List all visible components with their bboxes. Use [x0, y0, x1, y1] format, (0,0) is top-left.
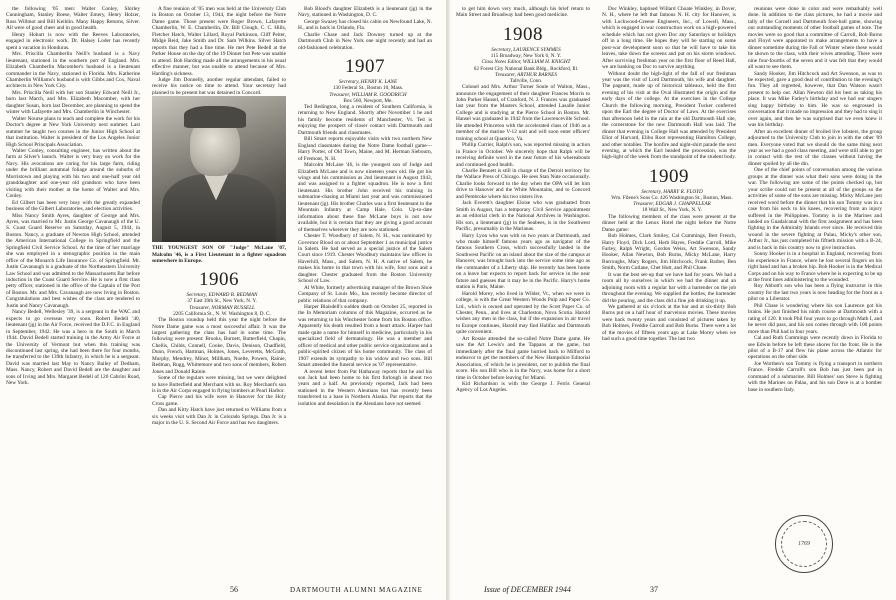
treasurer-line: Treasurer, EDGAR J. CHAPPELEAR [633, 201, 711, 208]
left-page [0, 0, 446, 600]
paragraph: Al White, formerly advertising manager of the Brown Shoe Company of St. Louis Mo., has recently become director of public relations of that company. [298, 284, 432, 304]
paragraph: reunions were done in color and were remarkably well done. In addition to the class pictures, he had a movie and tally of the Cornell and Dartmouth foot-ball game, showing our outstanding moments of other football games of note. The movies were so good that a committee of Carroll, Bob Burns and Floyd were appointed to make arrangements to have a dinner sometime during the Fall or Winter where these would be shown to the class, with their wives attending. There were nine four-fourths of the seven and it was felt that they would all want to see them. [748, 6, 882, 71]
treasurer-line: Treasurer, NORMAN RUSSELL [189, 304, 255, 311]
right-column-3 [748, 6, 882, 511]
treasurer-address: 2205 California St., N. W. Washington 8, D. C. [173, 310, 271, 317]
paragraph: Henry Hobart is now with the Reeves Laboratories, engaged in electronic work. Dr. Halsey Loder has recently spent a vacation in Honduras. [6, 31, 140, 51]
page-number: 37 [650, 585, 658, 594]
paragraph: A recent letter from Pat Hathaway reports that he and his son Jack had been home to his first furlough in about two years and a half. As previously reported, Jack had been stationed in the Western Aleutians but has recently been transferred to a base in Northern Alaska. Pat reports that the isolation and desolation in the Aleutians have not seemed [298, 368, 432, 407]
treasurer-line: Treasurer, WILLIAM R. GOODRICH [329, 91, 407, 98]
paragraph: Walter Nourse plans to teach and complete the work for his Doctor's degree at New York University next summer. Last summer he taught two courses in the Junior High School at that institution. Walter is president of the Los Angeles Junior High School Principals Association. [6, 115, 140, 148]
paragraph: Malcolm McLane '46, is the youngest son of Judge and Elizabeth McLane and is now nineteen years old. He got his wings and his commission as 2nd lieutenant in August 1943, and was assigned to a fighter squadron. He is now a first lieutenant. His brother John received his training in submarine-chasing at Miami last year and was commissioned lieutenant (jg). His brother Charles was a first lieutenant in the Mountain Infantry at Camp Hale, Colo. Up-to-date information about these fine McLane boys is not now available, but it is certain that they are giving a good account of themselves wherever they are now stationed. [298, 162, 432, 233]
paragraph: Joe Worthen's son Tommy is flying a transport in northern France. Freddie Carroll's son Bob has just been put in command of a submarine. Bill Holmes' son Steve is fighting with the Marines on Palau, and his son Dave is at a bomber base in southern Italy. [748, 360, 882, 393]
paragraph: Phillip Currier, Ralph's son, was reported missing in action in France in October. We sincerely hope that Ralph will be receiving definite word in the near future of his whereabouts and continued good health. [456, 142, 590, 168]
college-seal [775, 515, 833, 573]
paragraph: Bob Holmes, Clark Smiley, Cal Cummings, Bert French, Harry Floyd, Dick Lord, Herb Hayes, Freddie Carroll, Mike Farley, Ralph Wright, Gordon Weiss, Art Swenson, Sandy Hooker, Allan Newton, Bob Burns, Micky McLane, Harry Burroughs, Mary Rogers, Jim Hitchcock, Frank Barber, Ben Smith, Norm Cutlane, Chet Hutt, and Phil Chase. [602, 233, 736, 272]
treasurer-line: Treasurer, ARTHUR BARNES [495, 71, 557, 78]
paragraph: Harry Lyon who was with us two years at Dartmouth, and who made himself famous years ago as navigator of the famous Southern Cross, which successfully landed in the Southwest Pacific on an island about the size of the campus at Hanover, was brought back into the service some time ago as the commander of a Liberty ship. He recently has been home on a leave but expects to report back for service in the near future and guesses that it may be in the Pacific. Harry's home station is Paris, Maine. [456, 232, 590, 291]
treasurer-address: 18 Wall St., New York, N. Y. [642, 207, 702, 214]
paragraph: Harper Blaisdell's sudden death on October 25, reported in the In Memoriam columns of this Magazine, occurred as he was returning to his Winchester home from his Boston office. Apparently his death resulted from a heart attack. Harper had made quite a name for himself in medicine, particularly in his specialized field of dermatology. He was a member and officer of medical and other public service organizations and a public-spirited citizen of his home community. The class of 1907 extends its sympathy to his widow and two sons. Bill Smart attended the funeral service as '07 representative. [298, 304, 432, 369]
right-column-2 [602, 6, 736, 343]
class-year-heading: 1908 [503, 23, 543, 45]
paragraph: Judge Jim Donnelly, another regular attendant, failed to receive his notice on time to attend. Your secretary had planned to be present but was detained in Concord. [152, 76, 286, 96]
photo-caption: THE YOUNGEST SON OF "Judge" McLane '07, Malcolm '46, is a First Lieutenant in a fighter squadron somewhere in Europe. [152, 245, 286, 264]
paragraph: Bill Smart reports enjoyable visits with two northern New England classmates during the Notre Dame football game—Harry Porter, of Old Town, Maine, and M. Herman Siebourn, of Fremont, N. H. [298, 136, 432, 162]
paragraph: Bob Blood's daughter Elizabeth is a lieutenant (jg) in the Navy, stationed in Washington, D. C. [298, 6, 432, 19]
paragraph: Sonny Hooker is in a hospital in England, recovering from his experience in France, where he lost several fingers on his right hand and has a broken hip. Bob Hooker is in the Medical Corps and on his way to France where he is expecting to be up at the front lines administering to the wounded. [748, 251, 882, 284]
paragraph: One of the chief points of conversation among the various groups at the dinner was what their sons were doing in the war. The following are some of the points checked up, but your scribe could not be present at all of the groups so the activities of some of the sons are missing. Micky McLane just received word before the dinner that his son Tommy was in a case from his neck to his knees, recovering from an injury suffered in the Philippines. Tommy is in the Marines and landed on Guadalcanal with the first assignment and has been fighting in the Admiralty Islands ever since. He received this wound in the severe fighting at Palau, Micky's other son, Arthur Jr., has just completed his fiftieth mission with a B-24, and is back in this country now to give instruction. [748, 167, 882, 251]
paragraph: George Swazey has closed his cabin on Newfound Lake, N. H., and is back in Orlando, Fla. [298, 18, 432, 32]
secretary-line: Secretary, HENRY K. LANE [338, 79, 398, 86]
class-year-heading: 1909 [649, 165, 689, 187]
secretary-address: 115 Broadway, New York 6, N. Y. [490, 53, 562, 60]
paragraph: Chester T. Woodbury of Salem, N. H., was nominated by Governor Blood on or about September 1 as municipal justice in Salem. He had served as a special justice of the Salem Court since 1919. Chester Woodbury maintains law offices in Haverhill, Mass., and Salem, N. H. A native of Salem, he makes his home in that town with his wife, four sons and a daughter. Chester graduated from the Boston University School of Law. [298, 233, 432, 285]
class-year-heading: 1906 [199, 269, 239, 291]
magazine-title: DARTMOUTH ALUMNI MAGAZINE [290, 586, 423, 594]
paragraph: Kid Richardson is with the George J. Ferris General Agency of Los Angeles. [456, 380, 590, 394]
right-page [450, 0, 896, 600]
paragraph: The following members of the class were present at the dinner held at the Lenox Hotel the night before the Notre Dame game: [602, 213, 736, 233]
secretary-address: 130 Federal St., Boston 10, Mass. [332, 85, 404, 92]
secretary-address: Wm. Filene's Sons Co. 426 Washington St., Boston, Mass. [611, 195, 733, 202]
paragraph: Charlie Chase and Jack Downey turned up at the Dartmouth Club in New York one night recently and had an old-fashioned celebration. [298, 31, 432, 51]
treasurer-address: Tallville, Conn. [509, 77, 543, 84]
paragraph: Phil Chase is wondering where his son Laurence got his brains. He just finished his ninth course at Dartmouth with a rating of 120. It took Phil four years to go through Math I, and he never did pass, and his son comes through with 100 points more than Phil had in four years. [748, 302, 882, 335]
paragraph: Ed Gilbert has been very busy with the greatly expanded business of the Gilbert Laboratories, and election activities. [6, 199, 140, 213]
paragraph: Walter Conley, consulting engineer, has written about the farm at Silver's launch. Walter is very busy on work for the Navy. His avocations are caring for his large farm, riding under the brilliant autumnal foliage around the suburbs of Morristown and playing with his two and one-half year old granddaughter and one-year old grandson who have been visiting with their mother at the home of Walter and Mrs. Conley. [6, 147, 140, 200]
left-column-1 [6, 6, 140, 387]
paragraph: Ted Redington, long a resident of Southern California, is returning to New England. Shortly after November 1 he and his family become residents of Manchester, Vt. Ted is enjoying the prospect of closer contact with Dartmouth and Dartmouth friends and classmates. [298, 103, 432, 136]
paragraph: Mrs. Priscilla Chamberlin Neill's husband is a Navy lieutenant, stationed in the southern port of England. Mrs. Elizabeth Chamberlin Macomber's husband is a lieutenant commander in the Navy, stationed in Florida. Mrs. Katherine Chamberlin Williams's husband is with Gibbs and Cox, Naval architects in New York City. [6, 51, 140, 90]
paragraph: Harold Morey, who lived in Wilder, Vt., when we were in college, is with the Great Western Woods Pulp and Paper Co. Ltd., which is owned and operated by the Scott Paper Co. of Chester, Penn., and lives at Charleston, Nova Scotia. Harold wishes any men in the class, but if the expansion in air travel to Europe continues, Harold may find Halifax and Dartmouth quite convenient. [456, 290, 590, 336]
paragraph: The Boston roundup held this year the night before the Notre Dame game was a most successful affair. It was the largest gathering the class has had in some time. The following were present: Brooks, Burnett, Butterfield, Chapin, Chellis, Childs, Connell, Cooke, Davis, Denison, Chadfield, Dunn, French, Hartman, Holmes, Jones, Leveretts, McGrath, Murphy, Mendrey, Minot, Millham, Noelte, Powers, Rainie, Redman, Rugg, Whittemore and two sons of members, Robert Jones and Donald Rainie. [152, 317, 286, 375]
paragraph: Nancy Bedell, Wellesley '39, is a sergeant in the WAC and expects to go overseas very soon. Robert Bedell '40, lieutenant (jg) in the Air Force, received the D.F.C. in England in September, 1942. He was a hero in the South in March 1944. David Bedell started training in the Army Air Force at the University of Vermont but when this training was discontinued last spring, she had been there for four months, he transferred to the 139th Infantry, in which he is a sergeant. David was married last May to Nancy Bailey of Dedham, Mass. Nancy, Robert and David Bedell are the daughter and sons of Irving and Mrs. Margaret Bedell of 120 Cabrini Road, New York. [6, 309, 140, 387]
paragraph: Some of the regulars were missing, but we were delighted to have Butterfield and Merchant with us. Roy Merchant's son is in the Air Corps engaged in flying bombers at Pearl Harbor. [152, 375, 286, 395]
paragraph: Roy Abbott's son who has been a flying instructor in this country for the last two years is now heading for the front as a pilot on a Liberator. [748, 283, 882, 303]
paragraph: Jack Everett's daughter Eloise who was graduated from Smith in August, has a temporary Civil Service appointment as an editorial clerk in the National Archives in Washington. His son, a lieutenant (jg) in the Seabees, is in the Southwest Pacific, presumably in the Marianas. [456, 200, 590, 233]
secretary-line: Secretary, EDWARD B. REDMAN [186, 292, 258, 299]
treasurer-address: Box 560, Newport, Me. [343, 97, 393, 104]
paragraph: Miss Nancy Smith Ayres, daughter of George and Mrs. Ayres, was married to Mr. Justin George Cavanaugh of the U. S. Coast Guard Reserve on Saturday, August 5, 1944, in Boston. Nancy, a graduate of Newton High School, attended the American International College in Springfield and the Springfield Civil Service School. At the time of her marriage she was employed in a stenographic position in the main office of the Monarch Life Insurance Co. of Springfield. Mr. Justin Cavanaugh is a graduate of the Northeastern University Law School and was admitted to the Massachusetts Bar before induction in the Coast Guard Service. He is now a first class petty officer, stationed in the office of the Captain of the Port of Boston. Mr. and Mrs. Cavanaugh are now living in Boston. Congratulations and best wishes of the class are tendered to Justin and Nancy Cavanaugh. [6, 212, 140, 309]
secretary-line: Secretary, LAURENCE SYMMES [491, 46, 561, 53]
class-notes-editor-line: Class Notes Editor, WILLIAM H. KNIGHT [481, 59, 571, 66]
issue-label: Issue of DECEMBER 1944 [484, 585, 571, 594]
paragraph: After an excellent dinner of broiled live lobsters, the group adjourned to the University Club to join in with the other '09 men. Everyone voted that we should do the same thing next year as we had a good class meeting, and were still able to get in contact with the rest of the classes without having the dinner spoiled by all the din. [748, 128, 882, 167]
paragraph: Art Rossie attended the so-called Notre Dame game. He saw the Art Lewis's and the Tappans at the game, but immediately after the final game hurried back to Milford to endeavor to get the members of the New Hampshire Editorial Association, of which he is president, not to publish the final score. His son Bill who is in the Navy, was home for a short time in October before leaving for Miami. [456, 335, 590, 381]
secretary-address: 37 East 39th St., New York, N. Y. [187, 298, 257, 305]
class-notes-editor-address: 62 Forest City National Bank Bldg., Rockford, Ill. [473, 65, 579, 72]
seal-inner: 1769 [781, 521, 827, 567]
paragraph: Charlie Bennett is still in charge of the Detroit territory for the Wallace Press of Chicago. He sees Stan Nute occasionally. Charlie looks forward to the day when the OPA will let him drive to Hanover and the White Mountains, and to Concord and Pembroke where his two sisters live. [456, 168, 590, 200]
class-year-heading: 1907 [345, 56, 385, 78]
left-column-2 [152, 6, 286, 427]
paragraph: A fine reunion of '05 men was held at the University Club in Boston on October 13, 1944, the night before the Notre Dame game. Those present were Roger Brown, Lafayette Chamberlin, W. E. Chamberlin, Dr. Bill Clough, C. C. Hills, Fletcher Hatch, Walter Lillard, Royal Parkinson, Cliff Peiter, Midge Reid, Jake Smith and Dr. Sam Wilkins. Silver Hatch reports that they had a fine time. He met Pete Bedell at the Parker House on the day of the 19 Dinner but Pete was unable to attend. Bob Harding made all the arrangements in his usual effective manner, but was unable to attend because of Mrs. Harding's sickness. [152, 6, 286, 77]
paragraph: Colonel and Mrs. Arthur Turner Soule of Walton, Mass., announce the engagement of their daughter Frances Morris to John Parker Hansel, of Cranford, N. J. Frances was graduated last year from the Masters School, attended Lasalle Junior College and is studying at the Pierce School in Boston. Mr. Hansel was graduated in 1942 from the Lawrenceville School. He attended Princeton with the accelerated class of 1946 as a member of the marine V-12 unit and will soon enter officers' training school at Quantico, Va. [456, 84, 590, 142]
paragraph: Cap Pierce and his wife were in Hanover for the Holy Cross game. [152, 394, 286, 407]
paragraph: Doc Winkley, baptised Willard Choate Winkley, in Dover, N. H., where he left that famous N. H. city for Hanover, is with Lockwood-Greene Engineers, Inc., of Lowell, Mass., which is engaged in war construction work on a high-powered schedule which has not given Doc any Saturdays or holidays off in a long time. He hopes they will be starting on some post-war development soon so that he will have to take his leaves, take down the screens and put on his storm windows. After surviving freshman year on the first floor of Reed Hall, we are banking on Doc to survive anything. [602, 6, 736, 71]
paragraph: It was the best set-up that we have had for years. We had a room all by ourselves in which we had the dinner and an adjoining room with a regular bar with a bartender on the job throughout the evening. We supplied the bottles, the bartender did the pouring, and the class did a fine job drinking it up. [602, 271, 736, 304]
paragraph: to get him down very much, although his brief return to Main Street and Broadway had been good medicine. [456, 6, 590, 19]
page-number: 56 [230, 585, 238, 594]
paragraph: We gathered at six o'clock at the bar and at six-thirty Bob Burns put on a half hour of marvelous movies. These movies were back twenty years and consisted of pictures taken by Bob Holmes, Freddie Carroll and Bob Burns. There were a lot of the movies of fifteen years ago at Lake Morey when we had such a good time together. The last two [602, 304, 736, 343]
right-column-1 [456, 6, 590, 394]
secretary-line: Secretary, HARRY R. FLOYD [641, 188, 703, 195]
paragraph: Sandy Hooker, Jim Hitchcock and Art Swenson, as was to be expected, gave a good deal of contribution to the evening's fun. They all regretted, however, that Dan Watson wasn't present to help out. Allan Newton did his best as taking his place. It was Mike Farley's birthday and we had our singers sing happy birthday to him. He was so engrossed in conversation that it made no impression and they had to sing it over again, and then he was surprised that we even knew it was his birthday. [748, 70, 882, 129]
paragraph: Mrs. Priscilla Neill with her son Stanley Edward Neill Jr., born last March, and Mrs. Elizabeth Macomber, with her daughter Susan, born last December, are planning to spend the winter with Lafayette and Mrs. Chamberlin in Winchester. [6, 89, 140, 116]
paragraph: Dan and Kitty Hatch have just returned to Williams from a six weeks visit with Dan Jr. in Colorado Springs. Dan Jr. is a major in the U. S. Second Air Force and has two daughters. [152, 407, 286, 427]
mclane-photo [152, 96, 286, 242]
paragraph: Cal and Ruth Cummings were recently down in Florida to see Edwin before he left these shores for the front. He is the pilot of a B-17 and flew his plane across the Atlantic for operations on the other side. [748, 335, 882, 361]
paragraph: Without doubt the high-light of the fall of our freshman year was the visit of Lord Dartmouth, his wife and daughter. The pageant, made up of historical tableaux, held the first evening of his visit at the Oval illustrated the origin and the early days of the college. At the exercises in the College Church the following morning, President Tucker conferred upon the Earl the degree of Doctor of Laws. At the exercises that afternoon held in the rain at the old Dartmouth Hall site, the cornerstone for the new Dartmouth Hall was laid. The dinner that evening in College Hall was attended by President Eliot of Harvard, Elihu Root representing Hamilton College, and other notables. The bonfire and night-shirt parade the next evening, at which the Earl headed the procession, was the high-light of the week from the standpoint of the student body. [602, 70, 736, 161]
paragraph: the following '05 men: Walter Conley, Shirley Cunningham, Stanley Boese, Walter Emery, Henry Holzer, Ross Willmot and Bill Keiblin. Many Happy Returns, Silver. All were of good cheer and in good health. [6, 6, 140, 32]
left-column-3 [298, 6, 432, 407]
